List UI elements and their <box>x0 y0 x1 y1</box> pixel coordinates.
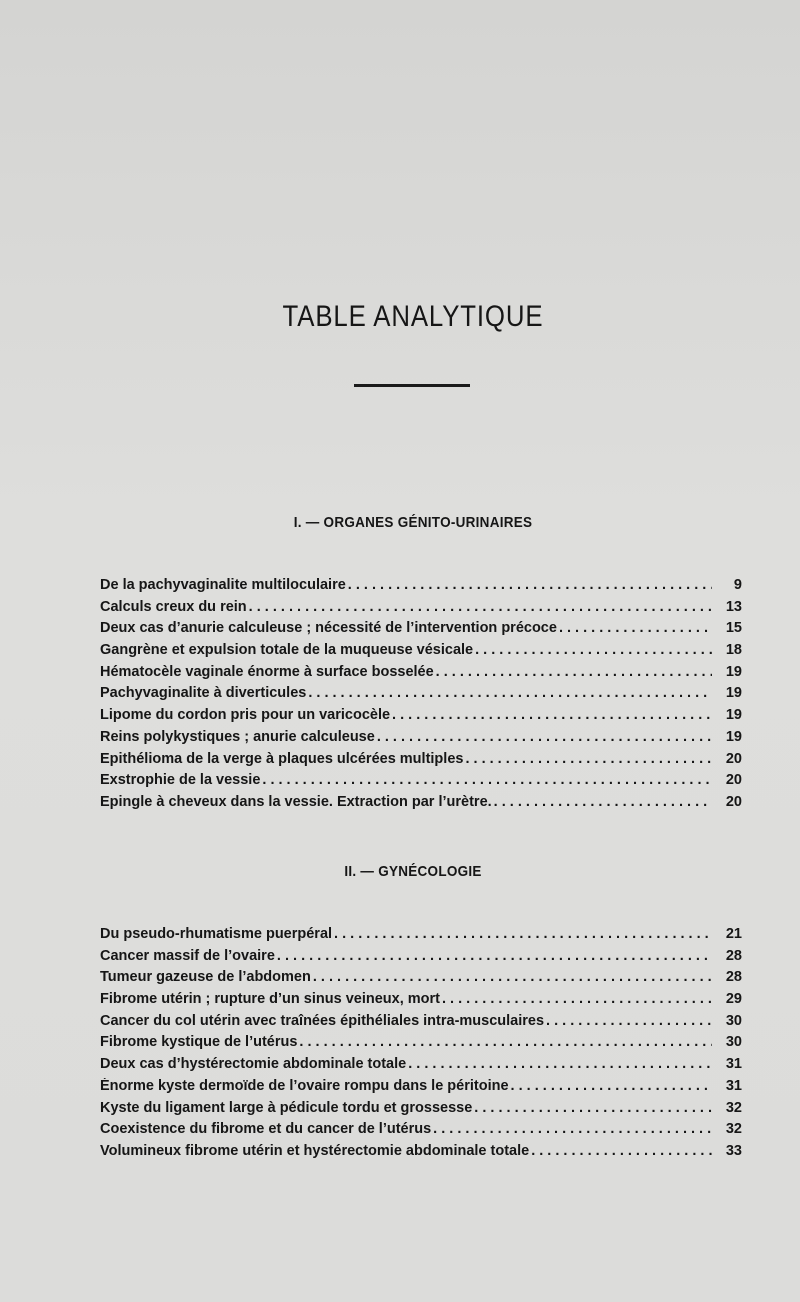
entry-page-number: 15 <box>725 620 742 637</box>
dot-leader <box>308 685 712 701</box>
entry-page-number: 30 <box>725 1012 742 1029</box>
toc-entry <box>100 1121 742 1143</box>
toc-entry <box>100 1056 742 1078</box>
title-rule <box>354 384 470 387</box>
dot-leader <box>442 991 712 1007</box>
dot-leader <box>249 599 712 615</box>
dot-leader <box>436 664 712 680</box>
toc-entry <box>100 620 742 642</box>
dot-leader <box>262 772 712 788</box>
toc-entry <box>100 1013 742 1035</box>
toc-entry <box>100 1034 742 1056</box>
entry-page-number: 20 <box>725 772 742 789</box>
dot-leader <box>511 1078 712 1094</box>
toc-entry <box>100 772 742 794</box>
toc-entry <box>100 707 742 729</box>
page-title: TABLE ANALYTIQUE <box>282 300 544 333</box>
toc-entry <box>100 926 742 948</box>
entry-page-number: 20 <box>725 750 742 767</box>
toc-entry <box>100 685 742 707</box>
entry-title: Deux cas d’anurie calculeuse ; nécessité de l’intervention précoce <box>100 620 557 637</box>
entry-title: Deux cas d’hystérectomie abdominale totale <box>100 1056 407 1073</box>
toc-entry <box>100 599 742 621</box>
entry-title: Tumeur gazeuse de l’abdomen <box>100 969 311 986</box>
entry-title: Epithélioma de la verge à plaques ulcérées multiples <box>100 750 464 767</box>
toc-entry <box>100 577 742 599</box>
dot-leader <box>408 1056 712 1072</box>
dot-leader <box>299 1034 712 1050</box>
entry-page-number: 19 <box>725 685 742 702</box>
dot-leader <box>465 751 712 767</box>
entry-title: Kyste du ligament large à pédicule tordu et grossesse <box>100 1099 473 1116</box>
entry-page-number: 31 <box>725 1077 742 1094</box>
entry-title: Énorme kyste dermoïde de l’ovaire rompu dans le péritoine <box>100 1077 509 1094</box>
toc-entry <box>100 948 742 970</box>
entry-page-number: 28 <box>725 969 742 986</box>
entry-page-number: 19 <box>725 728 742 745</box>
entry-page-number: 32 <box>725 1121 742 1138</box>
entry-title: De la pachyvaginalite multiloculaire <box>100 577 346 593</box>
entry-page-number: 29 <box>725 991 742 1008</box>
entry-title: Lipome du cordon pris pour un varicocèle <box>100 707 391 724</box>
dot-leader <box>433 1121 712 1137</box>
toc-entry <box>100 664 742 686</box>
dot-leader <box>313 969 712 985</box>
entry-page-number: 21 <box>725 926 742 942</box>
entry-page-number: 32 <box>725 1099 742 1116</box>
dot-leader <box>546 1013 712 1029</box>
entry-title: Cancer du col utérin avec traînées épithéliales intra-musculaires <box>100 1012 545 1029</box>
entry-page-number: 31 <box>725 1056 742 1073</box>
dot-leader <box>494 794 712 810</box>
entry-title: Volumineux fibrome utérin et hystérectomie abdominale totale <box>100 1142 530 1159</box>
toc-entry <box>100 991 742 1013</box>
dot-leader <box>559 620 712 636</box>
entry-page-number: 20 <box>725 793 742 810</box>
entry-page-number: 18 <box>725 642 742 659</box>
toc-entry <box>100 794 742 816</box>
section-entries-genito-urinaires <box>100 577 742 816</box>
entry-title: Epingle à cheveux dans la vessie. Extraction par l’urètre. <box>100 793 492 810</box>
entry-title: Fibrome utérin ; rupture d’un sinus veineux, mort <box>100 991 440 1008</box>
toc-entry <box>100 642 742 664</box>
dot-leader <box>348 577 712 593</box>
entry-page-number: 28 <box>725 947 742 964</box>
toc-entry <box>100 1078 742 1100</box>
dot-leader <box>475 642 712 658</box>
entry-title: Hématocèle vaginale énorme à surface bosselée <box>100 663 434 680</box>
section-heading-gynecologie: II. — GYNÉCOLOGIE <box>344 863 482 880</box>
entry-title: Exstrophie de la vessie <box>100 772 261 789</box>
entry-title: Cancer massif de l’ovaire <box>100 947 275 964</box>
toc-entry <box>100 729 742 751</box>
toc-entry <box>100 969 742 991</box>
dot-leader <box>334 926 712 942</box>
dot-leader <box>377 729 712 745</box>
dot-leader <box>392 707 712 723</box>
entry-title: Coexistence du fibrome et du cancer de l’utérus <box>100 1121 432 1138</box>
entry-title: Reins polykystiques ; anurie calculeuse <box>100 728 375 745</box>
dot-leader <box>474 1100 712 1116</box>
toc-entry <box>100 1100 742 1122</box>
entry-title: Pachyvaginalite à diverticules <box>100 685 307 702</box>
entry-title: Calculs creux du rein <box>100 598 247 615</box>
section-entries-gynecologie <box>100 926 742 1165</box>
entry-page-number: 19 <box>725 707 742 724</box>
entry-title: Fibrome kystique de l’utérus <box>100 1034 298 1051</box>
entry-page-number: 30 <box>725 1034 742 1051</box>
section-heading-genito-urinaires: I. — ORGANES GÉNITO-URINAIRES <box>293 514 533 531</box>
entry-title: Gangrène et expulsion totale de la muqueuse vésicale <box>100 642 474 659</box>
entry-page-number: 9 <box>733 577 742 593</box>
entry-page-number: 19 <box>725 663 742 680</box>
entry-title: Du pseudo-rhumatisme puerpéral <box>100 926 333 942</box>
entry-page-number: 13 <box>725 598 742 615</box>
dot-leader <box>277 948 712 964</box>
toc-entry <box>100 1143 742 1165</box>
toc-entry <box>100 751 742 773</box>
entry-page-number: 33 <box>725 1142 742 1159</box>
dot-leader <box>531 1143 712 1159</box>
